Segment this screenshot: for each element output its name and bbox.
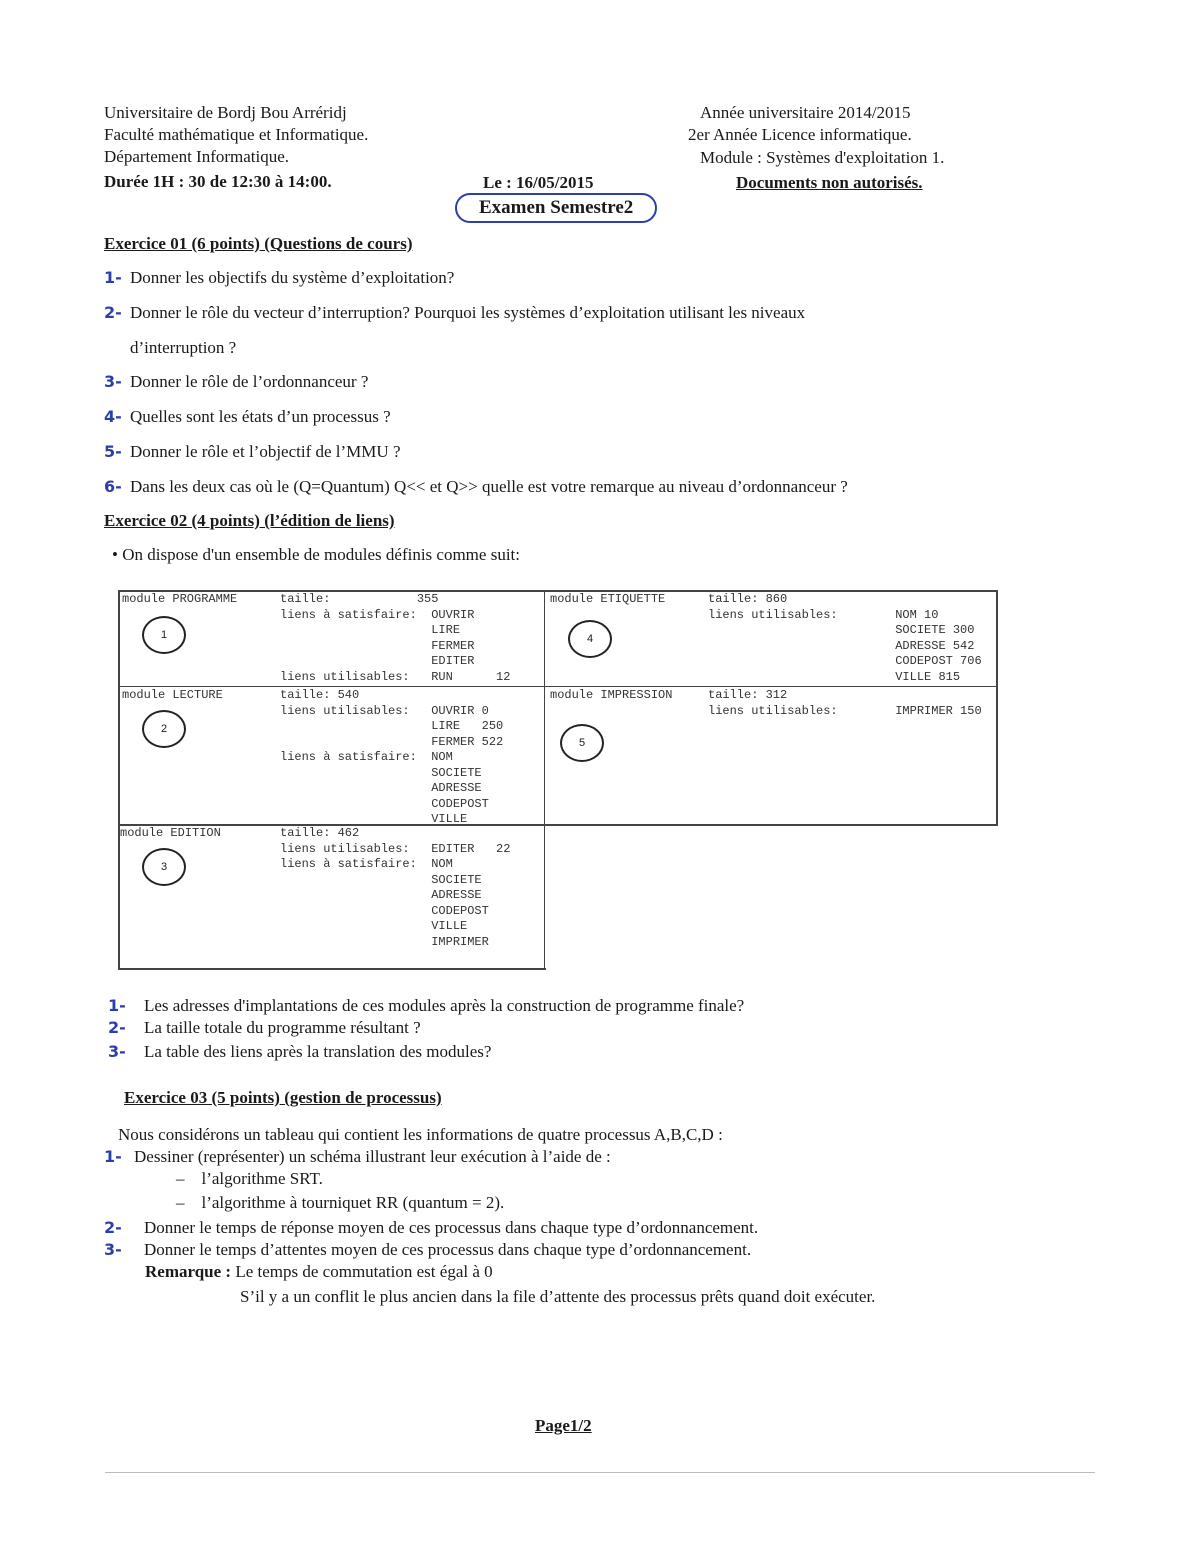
ex1-question-5: 5- Donner le rôle et l’objectif de l’MMU ? — [104, 442, 401, 461]
academic-year: Année universitaire 2014/2015 — [700, 103, 911, 122]
ex1-question-6: 6- Dans les deux cas où le (Q=Quantum) Q<< et Q>> quelle est votre remarque au niveau d’ordonnanceur ? — [104, 477, 848, 496]
exam-title: Examen Semestre2 — [455, 193, 657, 223]
table-border-right — [996, 590, 998, 826]
bottom-rule — [105, 1472, 1095, 1473]
module-lecture-circle: 2 — [142, 710, 186, 748]
bullet-icon: • — [112, 545, 123, 564]
ex1-question-2: 2- Donner le rôle du vecteur d’interruption? Pourquoi les systèmes d’exploitation utilisant les niveaux — [104, 303, 806, 322]
ex2-question-3: 3- La table des liens après la translation des modules? — [108, 1042, 492, 1061]
ex1-question-3: 3- Donner le rôle de l’ordonnanceur ? — [104, 372, 369, 391]
module-lecture-name: module LECTURE — [122, 688, 223, 702]
table-border-left — [118, 590, 120, 970]
module-edition-circle: 3 — [142, 848, 186, 886]
ex1-question-4: 4- Quelles sont les états d’un processus ? — [104, 407, 391, 426]
documents-notice: Documents non autorisés. — [736, 173, 923, 192]
ex3-intro: Nous considérons un tableau qui contient les informations de quatre processus A,B,C,D : — [118, 1125, 723, 1144]
exercise-3-title: Exercice 03 (5 points) (gestion de processus) — [124, 1088, 442, 1107]
module-programme-circle: 1 — [142, 616, 186, 654]
exam-duration: Durée 1H : 30 de 12:30 à 14:00. — [104, 172, 332, 191]
ex3-question-2: 2- Donner le temps de réponse moyen de ces processus dans chaque type d’ordonnancement. — [104, 1218, 759, 1237]
module-lecture-details: taille: 540 liens utilisables: OUVRIR 0 LIRE 250 FERMER 522 liens à satisfaire: NOM SOCIETE ADRESSE CODEPOST VILLE — [280, 688, 504, 826]
module-impression-name: module IMPRESSION — [550, 688, 673, 702]
ex1-question-2-cont: d’interruption ? — [130, 338, 237, 357]
module-name: Module : Systèmes d'exploitation 1. — [700, 148, 945, 167]
exam-date: Le : 16/05/2015 — [483, 173, 594, 192]
ex3-remark: Remarque : Le temps de commutation est égal à 0 — [145, 1262, 493, 1281]
ex3-sub-srt: – l’algorithme SRT. — [176, 1169, 323, 1188]
table-col-divider — [544, 590, 545, 970]
exercise-1-title: Exercice 01 (6 points) (Questions de cours) — [104, 234, 413, 253]
module-edition-name: module EDITION — [120, 826, 221, 840]
dash-icon: – — [176, 1193, 202, 1212]
faculty-name: Faculté mathématique et Informatique. — [104, 125, 369, 144]
module-etiquette-circle: 4 — [568, 620, 612, 658]
ex3-question-1: 1- Dessiner (représenter) un schéma illustrant leur exécution à l’aide de : — [104, 1147, 611, 1166]
module-etiquette-name: module ETIQUETTE — [550, 592, 666, 606]
table-border-bottom — [118, 968, 546, 970]
ex2-intro: • On dispose d'un ensemble de modules définis comme suit: — [112, 545, 520, 564]
ex1-question-1: 1- Donner les objectifs du système d’exploitation? — [104, 268, 455, 287]
module-edition-details: taille: 462 liens utilisables: EDITER 22 liens à satisfaire: NOM SOCIETE ADRESSE CODEPOST VILLE IMPRIMER — [280, 826, 511, 949]
table-row-divider-1 — [118, 686, 998, 687]
department-name: Département Informatique. — [104, 147, 290, 166]
modules-table — [118, 590, 998, 970]
page-number: Page1/2 — [535, 1416, 592, 1435]
table-row-divider-2 — [118, 824, 998, 826]
study-level: 2er Année Licence informatique. — [688, 125, 912, 144]
module-impression-details: taille: 312 liens utilisables: IMPRIMER 150 — [708, 688, 982, 718]
module-etiquette-details: taille: 860 liens utilisables: NOM 10 SOCIETE 300 ADRESSE 542 CODEPOST 706 VILLE 815 — [708, 592, 982, 684]
module-impression-circle: 5 — [560, 724, 604, 762]
module-programme-details: taille: 355 liens à satisfaire: OUVRIR LIRE FERMER EDITER liens utilisables: RUN 12 — [280, 592, 511, 684]
ex2-question-2: 2- La taille totale du programme résultant ? — [108, 1018, 421, 1037]
ex3-sub-rr: – l’algorithme à tourniquet RR (quantum = 2). — [176, 1193, 505, 1212]
dash-icon: – — [176, 1169, 202, 1188]
exercise-2-title: Exercice 02 (4 points) (l’édition de liens) — [104, 511, 395, 530]
ex2-question-1: 1- Les adresses d'implantations de ces modules après la construction de programme finale? — [108, 996, 745, 1015]
university-name: Universitaire de Bordj Bou Arréridj — [104, 103, 347, 122]
ex3-question-3: 3- Donner le temps d’attentes moyen de ces processus dans chaque type d’ordonnancement. — [104, 1240, 752, 1259]
ex3-remark-2: S’il y a un conflit le plus ancien dans la file d’attente des processus prêts quand doit exécuter. — [240, 1287, 876, 1306]
module-programme-name: module PROGRAMME — [122, 592, 238, 606]
